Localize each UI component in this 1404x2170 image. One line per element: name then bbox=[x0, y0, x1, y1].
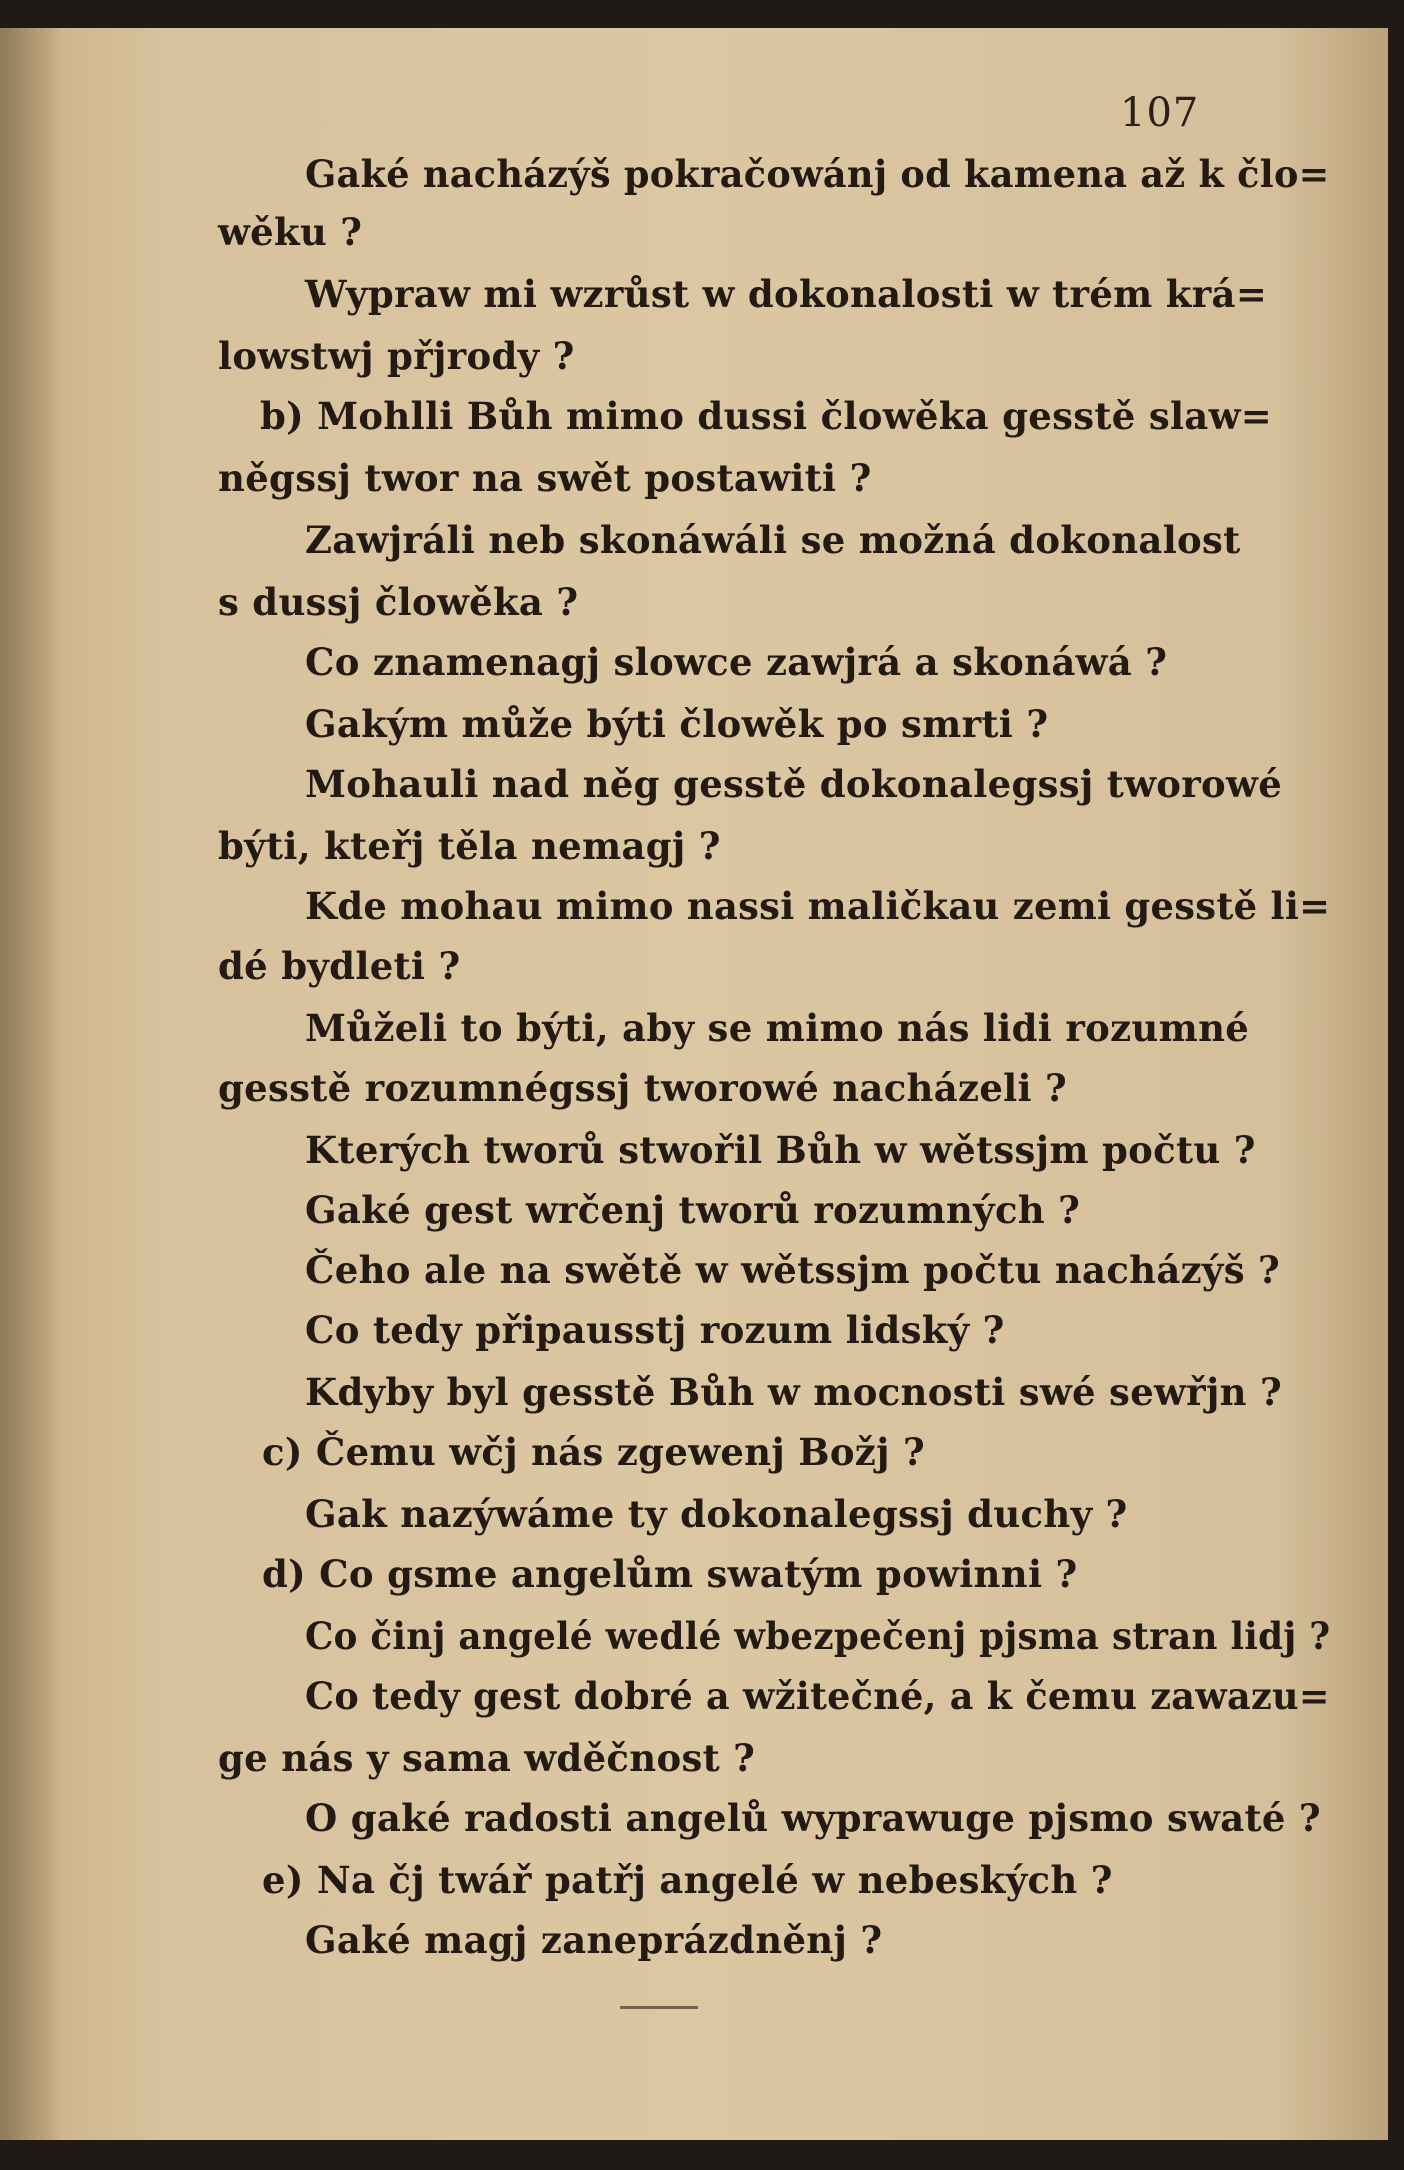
text-line: e) Na čj twář patřj angelé w nebeských ? bbox=[262, 1858, 1113, 1902]
text-line: gesstě rozumnégssj tworowé nacházeli ? bbox=[218, 1066, 1068, 1110]
page-number: 107 bbox=[1120, 90, 1200, 136]
text-line: d) Co gsme angelům swatým powinni ? bbox=[262, 1552, 1078, 1596]
text-line: lowstwj přjrody ? bbox=[218, 334, 575, 378]
text-line: Kterých tworů stwořil Bůh w wětssjm počtu ? bbox=[305, 1128, 1256, 1172]
text-line: Kde mohau mimo nassi maličkau zemi gesstě li= bbox=[305, 884, 1331, 928]
text-line: Mohauli nad něg gesstě dokonalegssj tworowé bbox=[305, 762, 1283, 806]
text-line: s dussj člowěka ? bbox=[218, 580, 579, 624]
text-line: Gak nazýwáme ty dokonalegssj duchy ? bbox=[305, 1492, 1128, 1536]
book-page bbox=[0, 28, 1388, 2140]
text-line: O gaké radosti angelů wyprawuge pjsmo swaté ? bbox=[305, 1796, 1321, 1840]
text-line: něgssj twor na swět postawiti ? bbox=[218, 456, 872, 500]
text-line: Gaké gest wrčenj tworů rozumných ? bbox=[305, 1188, 1081, 1232]
text-line: Gaké magj zaneprázdněnj ? bbox=[305, 1918, 883, 1962]
text-line: Wypraw mi wzrůst w dokonalosti w trém krá= bbox=[305, 272, 1268, 316]
text-line: Gaké nacházýš pokračowánj od kamena až k člo= bbox=[305, 152, 1330, 196]
page-text bbox=[0, 28, 1388, 2140]
end-rule bbox=[620, 2006, 698, 2009]
text-line: wěku ? bbox=[218, 210, 363, 254]
text-line: býti, kteřj těla nemagj ? bbox=[218, 824, 721, 868]
text-line: dé bydleti ? bbox=[218, 944, 461, 988]
text-line: Gakým může býti člowěk po smrti ? bbox=[305, 702, 1049, 746]
text-line: Můželi to býti, aby se mimo nás lidi rozumné bbox=[305, 1006, 1250, 1050]
text-line: b) Mohlli Bůh mimo dussi člowěka gesstě slaw= bbox=[260, 394, 1273, 438]
text-line: ge nás y sama wděčnost ? bbox=[218, 1736, 756, 1780]
text-line: Čeho ale na swětě w wětssjm počtu nacházýš ? bbox=[305, 1248, 1281, 1292]
text-line: Kdyby byl gesstě Bůh w mocnosti swé sewřjn ? bbox=[305, 1370, 1283, 1414]
text-line: c) Čemu wčj nás zgewenj Božj ? bbox=[262, 1430, 925, 1474]
text-line: Co tedy připausstj rozum lidský ? bbox=[305, 1308, 1005, 1352]
text-line: Co činj angelé wedlé wbezpečenj pjsma stran lidj ? bbox=[305, 1614, 1331, 1658]
text-line: Co znamenagj slowce zawjrá a skonáwá ? bbox=[305, 640, 1168, 684]
text-line: Co tedy gest dobré a wžitečné, a k čemu zawazu= bbox=[305, 1674, 1330, 1718]
text-line: Zawjráli neb skonáwáli se možná dokonalost bbox=[305, 518, 1241, 562]
